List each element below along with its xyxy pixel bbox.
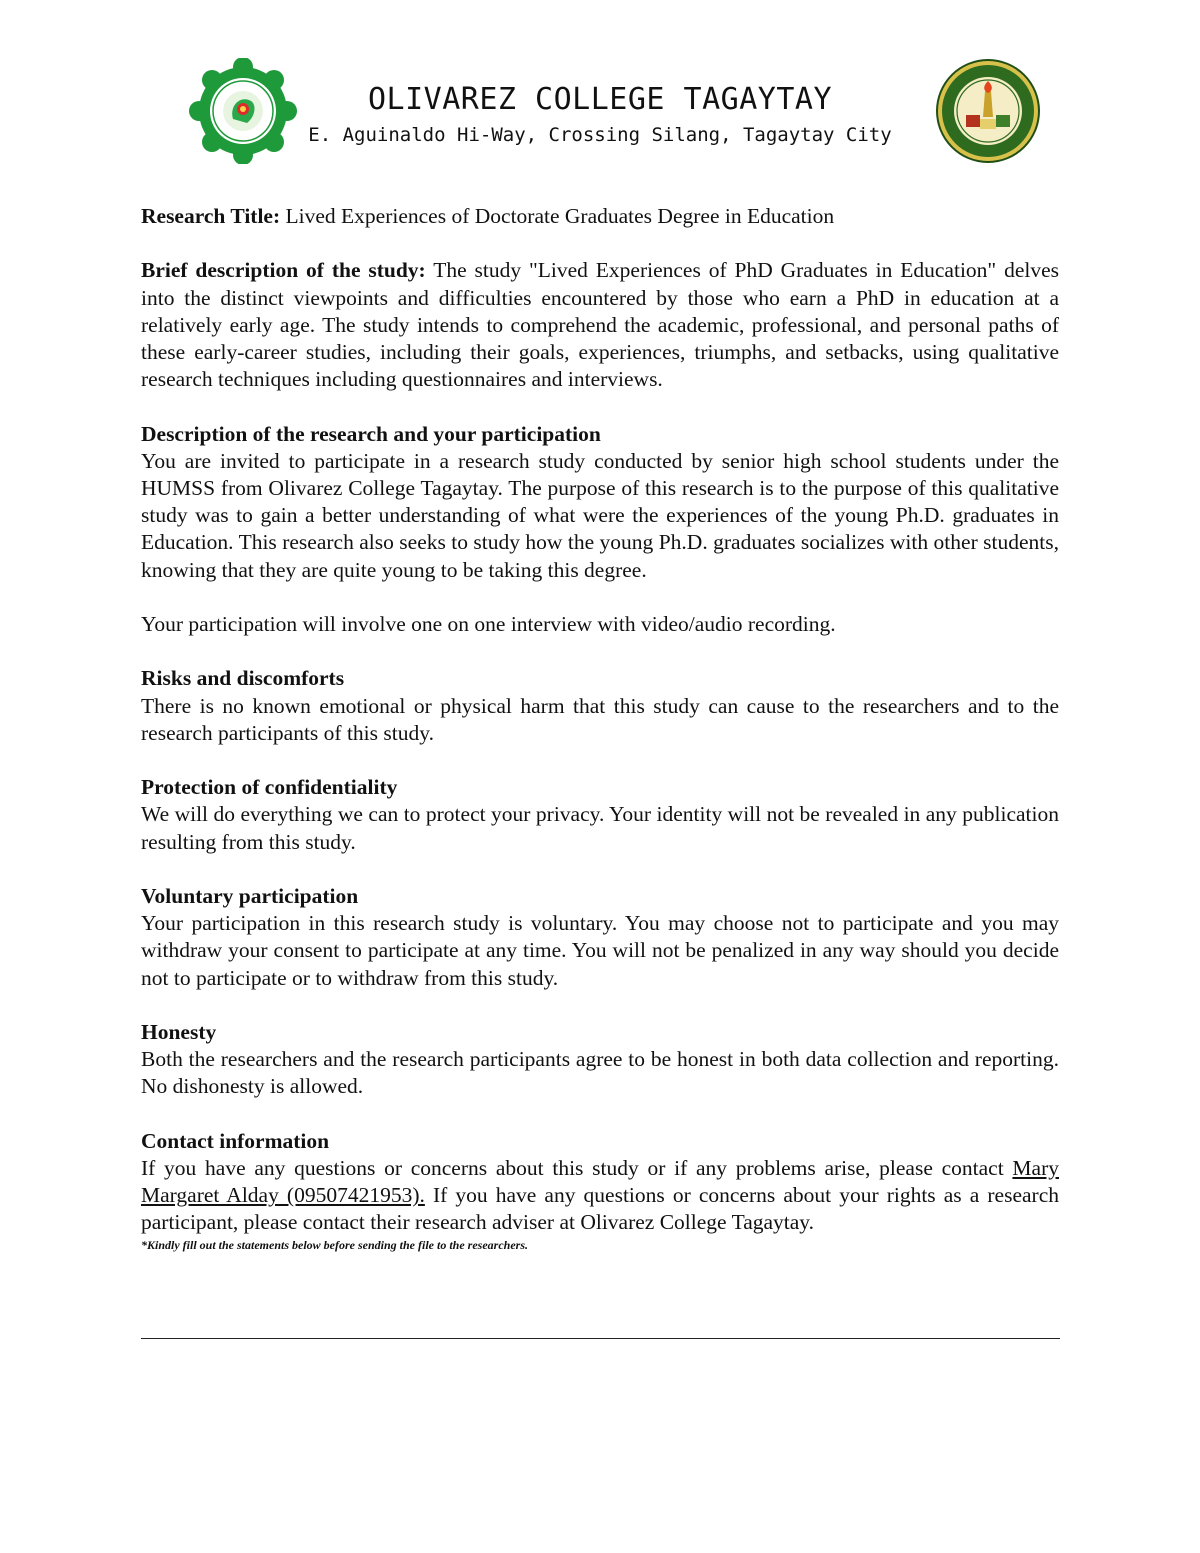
brief-description-paragraph (141, 257, 1059, 393)
risks-section (141, 665, 1059, 747)
confidentiality-text: We will do everything we can to protect your privacy. Your identity will not be revealed in any publication resulting from this study. (141, 802, 1059, 854)
risks-text: There is no known emotional or physical harm that this study can cause to the researchers and to the research participants of this study. (141, 693, 1059, 745)
participation-text: Your participation will involve one on one interview with video/audio recording. (141, 612, 836, 636)
brief-description-label: Brief description of the study: (141, 258, 426, 283)
description-section (141, 421, 1059, 584)
voluntary-section (141, 883, 1059, 992)
honesty-section (141, 1019, 1059, 1101)
description-text: You are invited to participate in a research study conducted by senior high school students under the HUMSS from Olivarez College Tagaytay. The purpose of this research is to the purpose of this qualitative study was to gain a better understanding of what were the experiences of the young Ph.D. graduates in Education. This research also seeks to study how the young Ph.D. graduates socializes with other students, knowing that they are quite young to be taking this degree. (141, 448, 1059, 582)
voluntary-text: Your participation in this research study is voluntary. You may choose not to participate and you may withdraw your consent to participate at any time. You will not be penalized in any way should you decide not to participate or to withdraw from this study. (141, 911, 1059, 990)
contact-text-before: If you have any questions or concerns about this study or if any problems arise, please contact (141, 1155, 1013, 1180)
confidentiality-section (141, 774, 1059, 856)
research-title-label: Research Title: (141, 204, 281, 228)
research-title-value: Lived Experiences of Doctorate Graduates Degree in Education (280, 204, 835, 228)
consent-form-body (141, 203, 1059, 1280)
contact-section (141, 1128, 1059, 1237)
document-header (0, 0, 1200, 180)
college-seal-icon (188, 58, 298, 164)
fill-out-note: *Kindly fill out the statements below before sending the file to the researchers. (141, 1237, 528, 1252)
contact-heading: Contact information (141, 1128, 330, 1153)
research-title-line (141, 203, 1059, 230)
risks-heading: Risks and discomforts (141, 666, 345, 691)
brief-description-text: The study "Lived Experiences of PhD Graduates in Education" delves into the distinct viewpoints and difficulties encountered by those who earn a PhD in education at a relatively early age. The study intends to comprehend the academic, professional, and personal paths of these early-career studies, including their goals, experiences, triumphs, and setbacks, using qualitative research techniques including questionnaires and interviews. (141, 258, 1059, 392)
honesty-heading: Honesty (141, 1019, 217, 1044)
voluntary-heading: Voluntary participation (141, 883, 359, 908)
contact-person: Mary Margaret Alday (09507421953). (141, 1155, 1059, 1208)
college-name: OLIVAREZ COLLEGE TAGAYTAY (367, 82, 833, 117)
honesty-text: Both the researchers and the research participants agree to be honest in both data collection and reporting. No dishonesty is allowed. (141, 1047, 1059, 1099)
college-address: E. Aguinaldo Hi-Way, Crossing Silang, Tagaytay City (308, 124, 892, 146)
contact-text-after: If you have any questions or concerns about your rights as a research participant, please contact their research adviser at Olivarez College Tagaytay. (141, 1183, 1059, 1235)
contact-text (141, 1155, 1059, 1237)
senior-high-seal-icon (934, 56, 1042, 166)
confidentiality-heading: Protection of confidentiality (141, 775, 398, 800)
horizontal-rule (141, 1338, 1060, 1339)
description-heading: Description of the research and your participation (141, 421, 601, 446)
